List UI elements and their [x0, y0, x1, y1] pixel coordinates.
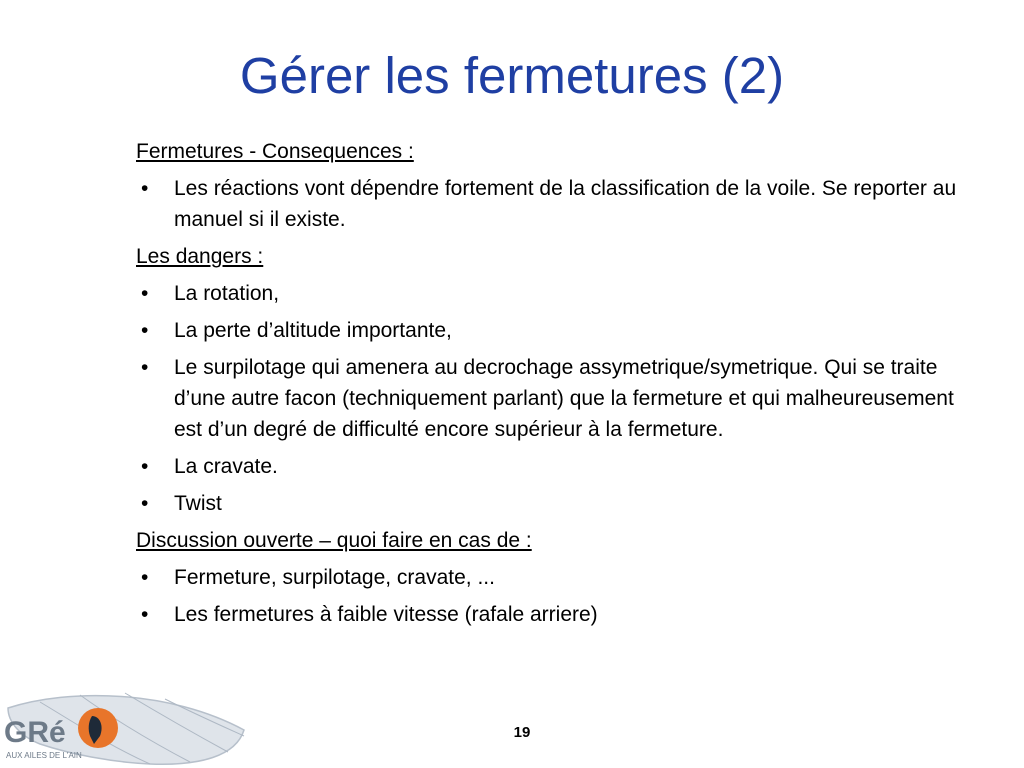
list-item-text: La rotation,	[174, 282, 280, 305]
list-item-text: Les fermetures à faible vitesse (rafale arriere)	[174, 603, 598, 626]
section-heading: Discussion ouverte – quoi faire en cas de :	[136, 529, 532, 552]
logo	[0, 686, 250, 768]
slide-content	[136, 136, 976, 636]
section-discussion	[136, 525, 976, 630]
bullet-icon: •	[141, 455, 149, 478]
bullet-icon: •	[141, 603, 149, 626]
bullet-icon: •	[141, 356, 149, 379]
bullet-icon: •	[141, 282, 149, 305]
section-heading: Fermetures - Consequences :	[136, 140, 414, 163]
list-item-text: Le surpilotage qui amenera au decrochage assymetrique/symetrique. Qui se traite d’une autre facon (techniquement parlant) que la fermeture et qui malheureusement est d’un degré de difficulté encore supérieur à la fermeture.	[174, 356, 954, 441]
list-item	[136, 562, 976, 593]
bullet-list	[136, 562, 976, 630]
section-consequences	[136, 136, 976, 235]
list-item-text: Twist	[174, 492, 222, 515]
bullet-icon: •	[141, 319, 149, 342]
list-item	[136, 599, 976, 630]
list-item	[136, 278, 976, 309]
list-item-text: La perte d’altitude importante,	[174, 319, 452, 342]
bullet-icon: •	[141, 177, 149, 200]
list-item-text: Fermeture, surpilotage, cravate, ...	[174, 566, 495, 589]
list-item	[136, 451, 976, 482]
bullet-list	[136, 173, 976, 235]
slide-title: Gérer les fermetures (2)	[239, 47, 785, 104]
list-item	[136, 173, 976, 235]
bullet-icon: •	[141, 492, 149, 515]
list-item	[136, 315, 976, 346]
list-item-text: La cravate.	[174, 455, 278, 478]
list-item	[136, 352, 976, 445]
logo-name: GRé	[4, 716, 66, 749]
list-item	[136, 488, 976, 519]
section-dangers	[136, 241, 976, 519]
list-item-text: Les réactions vont dépendre fortement de la classification de la voile. Se reporter au manuel si il existe.	[174, 177, 957, 231]
section-heading: Les dangers :	[136, 245, 264, 268]
bullet-icon: •	[141, 566, 149, 589]
logo-tagline: AUX AILES DE L'AIN	[6, 751, 82, 760]
page-number: 19	[513, 724, 531, 741]
bullet-list	[136, 278, 976, 519]
